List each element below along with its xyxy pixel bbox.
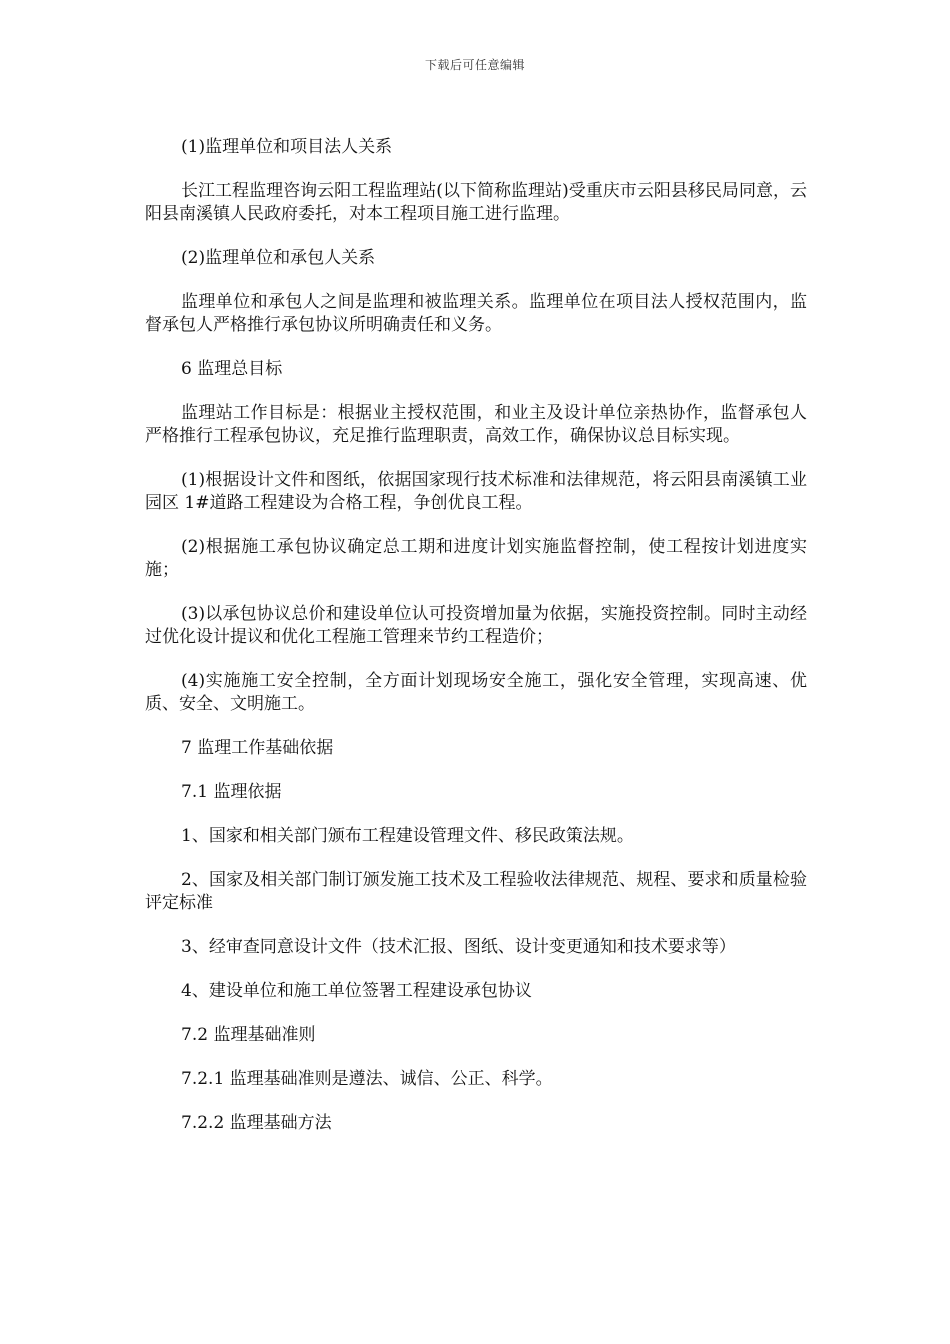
paragraph: (2)监理单位和承包人关系 xyxy=(181,248,376,268)
list-item: 2、国家及相关部门制订颁发施工技术及工程验收法律规范、规程、要求和质量检验评定标准 xyxy=(145,870,807,913)
section-heading: 6 监理总目标 xyxy=(181,359,283,379)
paragraph: 监理单位和承包人之间是监理和被监理关系。监理单位在项目法人授权范围内，监督承包人严格推行承包协议所明确责任和义务。 xyxy=(145,292,807,335)
document-body xyxy=(145,136,807,1156)
subsection-heading: 7.2 监理基础准则 xyxy=(181,1025,316,1045)
section-heading: 7 监理工作基础依据 xyxy=(181,738,334,758)
paragraph: (2)根据施工承包协议确定总工期和进度计划实施监督控制，使工程按计划进度实施； xyxy=(145,537,807,580)
paragraph: 7.2.1 监理基础准则是遵法、诚信、公正、科学。 xyxy=(181,1069,553,1089)
page-header: 下载后可任意编辑 xyxy=(424,58,525,72)
paragraph: (3)以承包协议总价和建设单位认可投资增加量为依据，实施投资控制。同时主动经过优化设计提议和优化工程施工管理来节约工程造价； xyxy=(145,604,807,647)
paragraph: (4)实施施工安全控制，全方面计划现场安全施工，强化安全管理，实现高速、优质、安全、文明施工。 xyxy=(145,671,807,714)
list-item: 1、国家和相关部门颁布工程建设管理文件、移民政策法规。 xyxy=(181,826,634,846)
subsection-heading: 7.1 监理依据 xyxy=(181,782,282,802)
paragraph: 监理站工作目标是：根据业主授权范围，和业主及设计单位亲热协作，监督承包人严格推行工程承包协议，充足推行监理职责，高效工作，确保协议总目标实现。 xyxy=(145,403,807,446)
list-item: 4、建设单位和施工单位签署工程建设承包协议 xyxy=(181,981,532,1001)
paragraph: (1)监理单位和项目法人关系 xyxy=(181,137,393,157)
paragraph: 长江工程监理咨询云阳工程监理站(以下简称监理站)受重庆市云阳县移民局同意，云阳县南溪镇人民政府委托，对本工程项目施工进行监理。 xyxy=(145,181,807,224)
subsection-heading: 7.2.2 监理基础方法 xyxy=(181,1113,332,1133)
list-item: 3、经审查同意设计文件（技术汇报、图纸、设计变更通知和技术要求等） xyxy=(181,937,736,957)
paragraph: (1)根据设计文件和图纸，依据国家现行技术标准和法律规范，将云阳县南溪镇工业园区 1#道路工程建设为合格工程，争创优良工程。 xyxy=(145,470,807,513)
